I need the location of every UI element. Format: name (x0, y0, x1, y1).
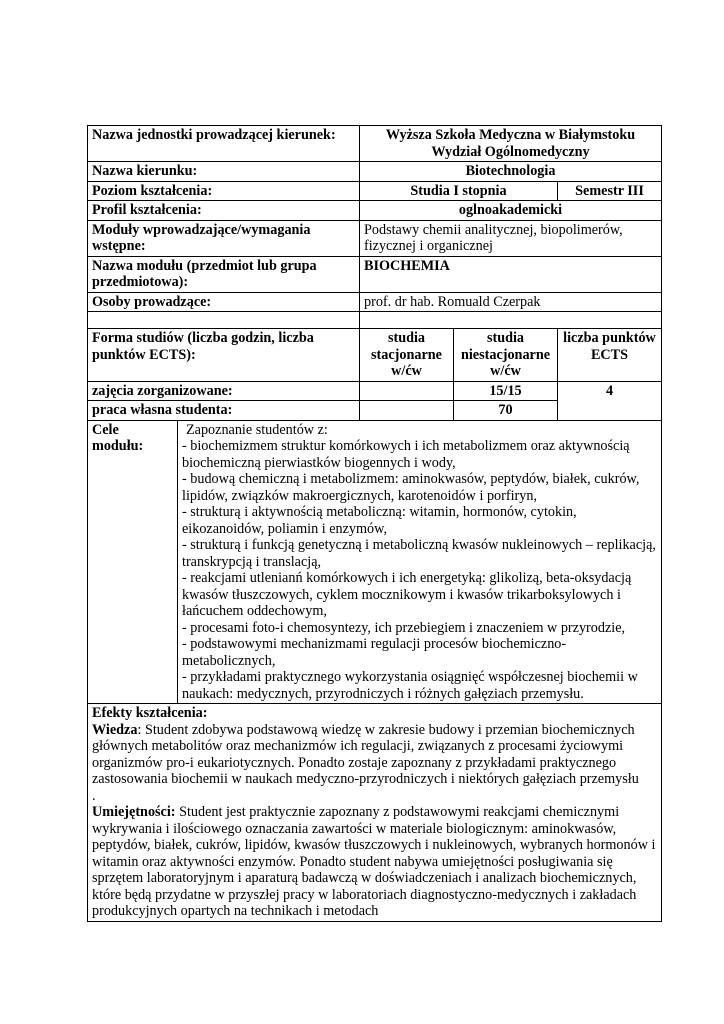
teachers-label: Osoby prowadzące: (88, 292, 360, 312)
goal-item: - podstawowymi mechanizmami regulacji procesów biochemiczno-metabolicznych, (182, 636, 567, 669)
unit-label: Nazwa jednostki prowadzącej kierunek: (88, 126, 360, 162)
ects-value: 4 (558, 381, 662, 420)
semester-value: Semestr III (558, 181, 662, 201)
goal-item: - biochemizmem struktur komórkowych i ich metabolizmem oraz aktywnością biochemiczną pierwiastków biogennych i wody, (182, 438, 630, 471)
organized-stationary (360, 381, 454, 401)
row-module (88, 256, 662, 292)
form-label: Forma studiów (liczba godzin, liczba punktów ECTS): (88, 329, 360, 382)
profile-value: oglnoakademicki (360, 201, 662, 221)
skills-paragraph (92, 804, 657, 920)
row-level (88, 181, 662, 201)
skills-label: Umiejętności: (92, 804, 176, 820)
row-organized (88, 381, 662, 401)
row-field (88, 162, 662, 182)
level-label: Poziom kształcenia: (88, 181, 360, 201)
syllabus-page (87, 125, 661, 922)
col-stationary-header: studia stacjonarne w/ćw (360, 329, 454, 382)
knowledge-label: Wiedza (92, 721, 138, 738)
empty-cell-left (88, 312, 360, 329)
col-nonstationary-header: studia niestacjonarne w/ćw (454, 329, 558, 382)
skills-text: Student jest praktycznie zapoznany z podstawowymi reakcjami chemicznymi wykrywania i ilościowego oznaczania zawartości w materiale biologicznym: aminokwasów, peptydów, białek, cukrów, lipidów, kwasów tłuszczowych i nukleinowych, wybranych hormonów i witamin oraz aktywności enzymów. Ponadto student nabywa umiejętności posługiwania się sprzętem laboratoryjnym i aparaturą badawczą w doświadczeniach i analizach biochemicznych, które będą przydatne w przyszłej pracy w laboratoriach diagnostyczno-medycznych i zakładach produkcyjnych opartych na technikach i metodach (92, 804, 656, 919)
effects-label: Efekty kształcenia: (92, 705, 208, 721)
unit-value-line1: Wyższa Szkoła Medyczna w Białymstoku (385, 127, 636, 143)
organized-label: zajęcia zorganizowane: (88, 381, 360, 401)
teachers-value: prof. dr hab. Romuald Czerpak (360, 292, 662, 312)
goal-item: - przykładami praktycznego wykorzystania osiągnięć współczesnej biochemii w naukach: medycznych, przyrodniczych i różnych gałęziach przemysłu. (182, 669, 638, 702)
goal-item: - strukturą i funkcją genetyczną i metaboliczną kwasów nukleinowych – replikacją, transkrypcją i translacją, (182, 537, 656, 570)
prereq-value: Podstawy chemii analitycznej, biopolimerów, fizycznej i organicznej (360, 220, 662, 256)
self-nonstationary: 70 (454, 401, 558, 421)
row-prereq (88, 220, 662, 256)
row-effects (88, 704, 662, 922)
row-profile (88, 201, 662, 221)
level-value: Studia I stopnia (360, 181, 558, 201)
goal-item: - budową chemiczną i metabolizmem: aminokwasów, peptydów, białek, cukrów, lipidów, związków makroergicznych, karotenoidów i porfiryn, (182, 471, 640, 504)
unit-value-line2: Wydział Ogólnomedyczny (431, 143, 590, 160)
syllabus-table (87, 125, 662, 922)
row-form-header (88, 329, 662, 382)
self-stationary (360, 401, 454, 421)
row-empty (88, 312, 662, 329)
col-ects-header: liczba punktów ECTS (558, 329, 662, 382)
organized-nonstationary: 15/15 (454, 381, 558, 401)
prereq-label: Moduły wprowadzające/wymagania wstępne: (88, 220, 360, 256)
field-value: Biotechnologia (360, 162, 662, 182)
field-label: Nazwa kierunku: (88, 162, 360, 182)
knowledge-text: : Student zdobywa podstawową wiedzę w zakresie budowy i przemian biochemicznych głównych metabolitów oraz mechanizmów ich regulacji, związanych z procesami życiowymi organizmów pro-i eukariotycznych. Ponadto zostaje zapoznany z przykładami praktycznego zastosowania biochemii w naukach medyczno-przyrodniczych i niektórych gałęziach przemysłu (92, 721, 639, 787)
self-label: praca własna studenta: (88, 401, 360, 421)
knowledge-paragraph (92, 722, 657, 788)
goals-list (182, 438, 657, 702)
goal-item: - procesami foto-i chemosyntezy, ich przebiegiem i znaczeniem w przyrodzie, (182, 619, 626, 636)
row-unit (88, 126, 662, 162)
unit-value (360, 126, 662, 162)
empty-cell-right (360, 312, 662, 329)
goal-item: - strukturą i aktywnością metaboliczną: witamin, hormonów, cytokin, eikozanoidów, poliamin i enzymów, (182, 504, 577, 537)
profile-label: Profil kształcenia: (88, 201, 360, 221)
separator-dot: . (92, 787, 96, 804)
goals-label: Cele modułu: (88, 420, 178, 704)
goal-item: - reakcjami utlenianń komórkowych i ich energetyką: glikolizą, beta-oksydacją kwasów tłuszczowych, cyklem mocznikowym i kwasów trikarboksylowych i łańcuchem oddechowym, (182, 570, 632, 619)
module-label: Nazwa modułu (przedmiot lub grupa przedmiotowa): (88, 256, 360, 292)
effects-content (88, 704, 662, 922)
row-goals (88, 420, 662, 704)
goals-content (178, 420, 662, 704)
module-value: BIOCHEMIA (360, 256, 662, 292)
goals-intro: Zapoznanie studentów z: (186, 421, 328, 438)
row-teachers (88, 292, 662, 312)
